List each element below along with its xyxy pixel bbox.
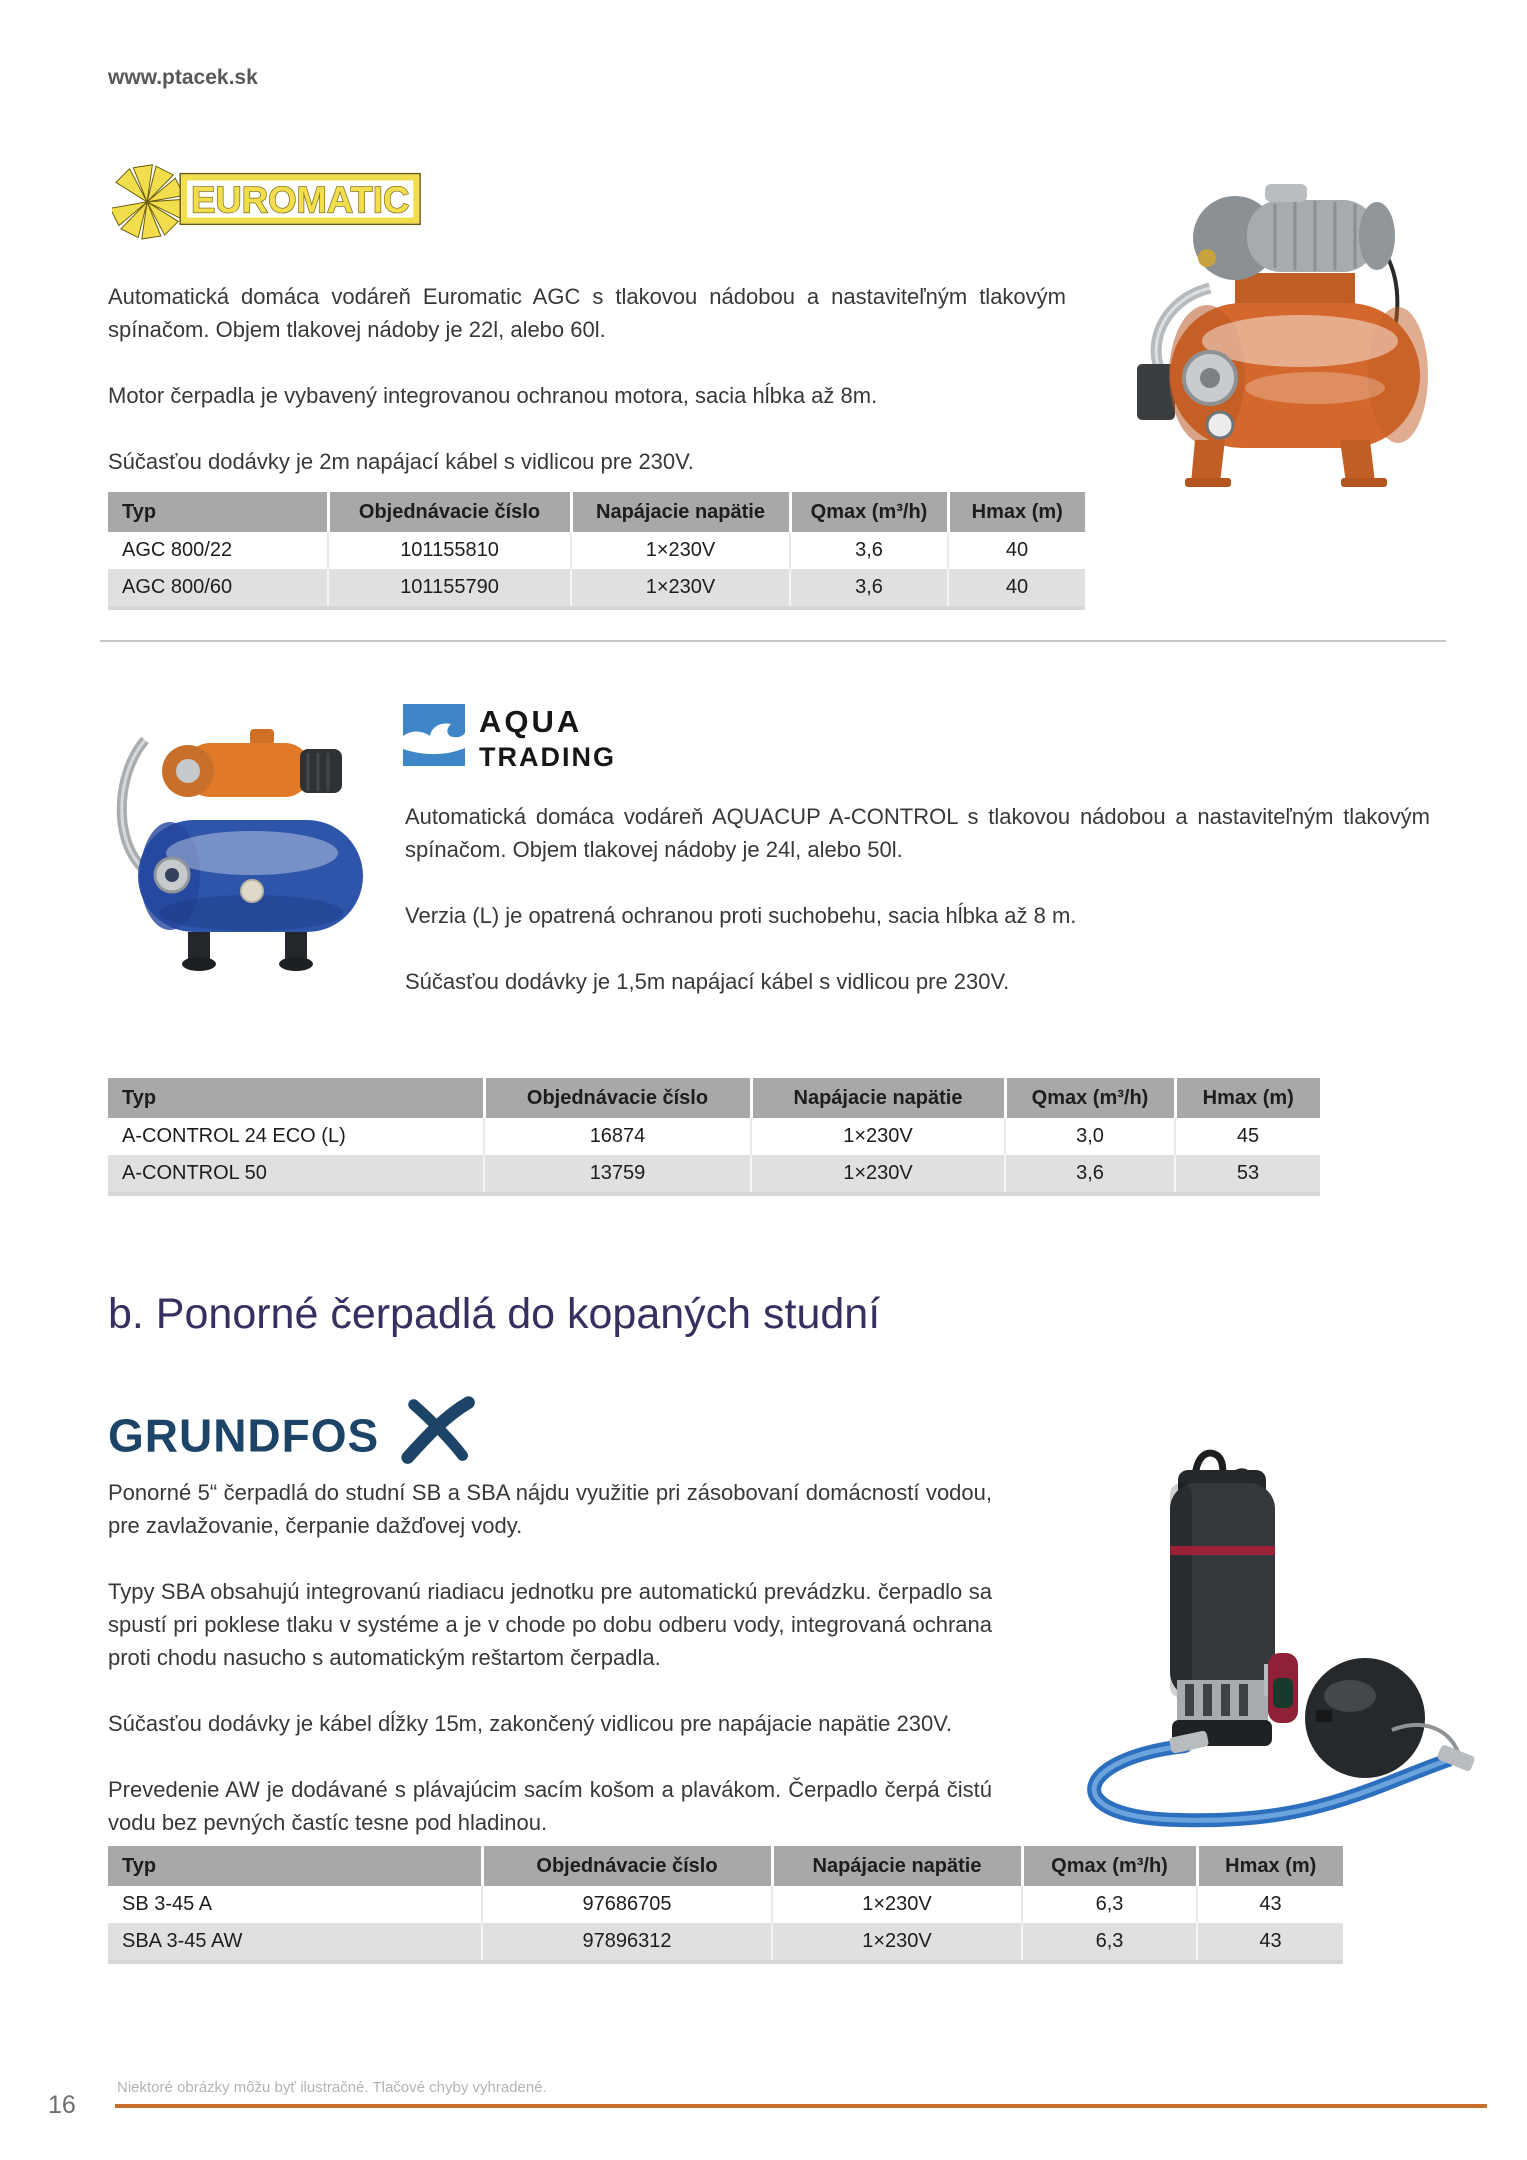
cell-hmax: 43 <box>1197 1923 1343 1962</box>
cell-voltage: 1×230V <box>751 1155 1005 1194</box>
paragraph: Typy SBA obsahujú integrovanú riadiacu jednotku pre automatickú prevádzku. čerpadlo sa spustí pri poklese tlaku v systéme a je v chode po dobu odberu vody, integrovaná ochrana proti chodu nasucho s automatickým reštartom čerpadla. <box>108 1579 992 1670</box>
euromatic-spec-table <box>108 492 1085 610</box>
column-header-typ: Typ <box>108 1078 484 1118</box>
aqua-wordmark-line1: AQUA <box>479 704 583 739</box>
cell-hmax: 40 <box>948 532 1085 569</box>
aquatrading-logo <box>403 696 675 778</box>
table-header-row <box>108 1846 1343 1886</box>
column-header-hmax: Hmax (m) <box>1197 1846 1343 1886</box>
table-header-row <box>108 1078 1320 1118</box>
table-row <box>108 1886 1343 1923</box>
cell-qmax: 3,6 <box>1005 1155 1175 1194</box>
table-row <box>108 1923 1343 1962</box>
table-row <box>108 569 1085 608</box>
paragraph: Automatická domáca vodáreň AQUACUP A-CONTROL s tlakovou nádobou a nastaviteľným tlakovým spínačom. Objem tlakovej nádoby je 24l, alebo 50l. <box>405 804 1430 862</box>
aquacup-description <box>405 800 1430 1031</box>
column-header-qmax: Qmax (m³/h) <box>1005 1078 1175 1118</box>
grundfos-spec-table <box>108 1846 1343 1964</box>
cell-typ: SBA 3-45 AW <box>108 1923 482 1962</box>
column-header-order-number: Objednávacie číslo <box>484 1078 751 1118</box>
paragraph: Automatická domáca vodáreň Euromatic AGC s tlakovou nádobou a nastaviteľným tlakovým spínačom. Objem tlakovej nádoby je 22l, alebo 60l. <box>108 284 1066 342</box>
cell-hmax: 53 <box>1175 1155 1320 1194</box>
cell-voltage: 1×230V <box>571 532 790 569</box>
cell-order-number: 13759 <box>484 1155 751 1194</box>
paragraph: Motor čerpadla je vybavený integrovanou ochranou motora, sacia hĺbka až 8m. <box>108 383 878 408</box>
column-header-typ: Typ <box>108 1846 482 1886</box>
paragraph: Súčasťou dodávky je kábel dĺžky 15m, zakončený vidlicou pre napájacie napätie 230V. <box>108 1711 952 1736</box>
cell-typ: AGC 800/60 <box>108 569 328 608</box>
cell-typ: A-CONTROL 24 ECO (L) <box>108 1118 484 1155</box>
grundfos-description <box>108 1476 992 1872</box>
table-row <box>108 1118 1320 1155</box>
cell-qmax: 3,6 <box>790 532 948 569</box>
cell-qmax: 3,6 <box>790 569 948 608</box>
aquacup-spec-table <box>108 1078 1320 1196</box>
section-divider <box>100 640 1446 642</box>
section-heading: b. Ponorné čerpadlá do kopaných studní <box>108 1290 881 1338</box>
column-header-qmax: Qmax (m³/h) <box>1022 1846 1197 1886</box>
page-number: 16 <box>48 2091 76 2119</box>
column-header-typ: Typ <box>108 492 328 532</box>
euromatic-description <box>108 280 1066 511</box>
aquacup-pump-image <box>100 705 400 1015</box>
column-header-voltage: Napájacie napätie <box>751 1078 1005 1118</box>
cell-hmax: 40 <box>948 569 1085 608</box>
footer-disclaimer: Niektoré obrázky môžu byť ilustračné. Tlačové chyby vyhradené. <box>117 2079 547 2096</box>
table-header-row <box>108 492 1085 532</box>
footer-accent-line <box>115 2104 1487 2108</box>
paragraph: Súčasťou dodávky je 1,5m napájací kábel s vidlicou pre 230V. <box>405 969 1010 994</box>
column-header-order-number: Objednávacie číslo <box>328 492 571 532</box>
grundfos-pump-image <box>1020 1428 1490 1838</box>
cell-qmax: 3,0 <box>1005 1118 1175 1155</box>
column-header-voltage: Napájacie napätie <box>571 492 790 532</box>
cell-order-number: 97896312 <box>482 1923 772 1962</box>
grundfos-logo <box>108 1396 490 1468</box>
cell-typ: AGC 800/22 <box>108 532 328 569</box>
site-url: www.ptacek.sk <box>108 66 258 89</box>
cell-qmax: 6,3 <box>1022 1923 1197 1962</box>
euromatic-logo <box>112 156 424 240</box>
euromatic-pump-image <box>1115 138 1460 493</box>
cell-order-number: 16874 <box>484 1118 751 1155</box>
column-header-hmax: Hmax (m) <box>948 492 1085 532</box>
cell-voltage: 1×230V <box>571 569 790 608</box>
table-row <box>108 532 1085 569</box>
cell-order-number: 101155810 <box>328 532 571 569</box>
cell-hmax: 45 <box>1175 1118 1320 1155</box>
cell-order-number: 97686705 <box>482 1886 772 1923</box>
cell-typ: A-CONTROL 50 <box>108 1155 484 1194</box>
column-header-qmax: Qmax (m³/h) <box>790 492 948 532</box>
aqua-wordmark-line2: TRADING <box>479 742 616 772</box>
column-header-hmax: Hmax (m) <box>1175 1078 1320 1118</box>
table-row <box>108 1155 1320 1194</box>
paragraph: Verzia (L) je opatrená ochranou proti suchobehu, sacia hĺbka až 8 m. <box>405 903 1077 928</box>
cell-qmax: 6,3 <box>1022 1886 1197 1923</box>
grundfos-x-icon <box>408 1403 469 1458</box>
column-header-order-number: Objednávacie číslo <box>482 1846 772 1886</box>
cell-hmax: 43 <box>1197 1886 1343 1923</box>
euromatic-wordmark: EUROMATIC <box>190 178 410 221</box>
cell-voltage: 1×230V <box>772 1886 1022 1923</box>
cell-voltage: 1×230V <box>772 1923 1022 1962</box>
grundfos-wordmark: GRUNDFOS <box>108 1409 380 1462</box>
paragraph: Ponorné 5“ čerpadlá do studní SB a SBA nájdu využitie pri zásobovaní domácností vodou, pre zavlažovanie, čerpanie dažďovej vody. <box>108 1480 992 1538</box>
paragraph: Súčasťou dodávky je 2m napájací kábel s vidlicou pre 230V. <box>108 449 694 474</box>
cell-typ: SB 3-45 A <box>108 1886 482 1923</box>
paragraph: Prevedenie AW je dodávané s plávajúcim sacím košom a plavákom. Čerpadlo čerpá čistú vodu bez pevných častíc tesne pod hladinou. <box>108 1777 992 1835</box>
cell-voltage: 1×230V <box>751 1118 1005 1155</box>
column-header-voltage: Napájacie napätie <box>772 1846 1022 1886</box>
cell-order-number: 101155790 <box>328 569 571 608</box>
